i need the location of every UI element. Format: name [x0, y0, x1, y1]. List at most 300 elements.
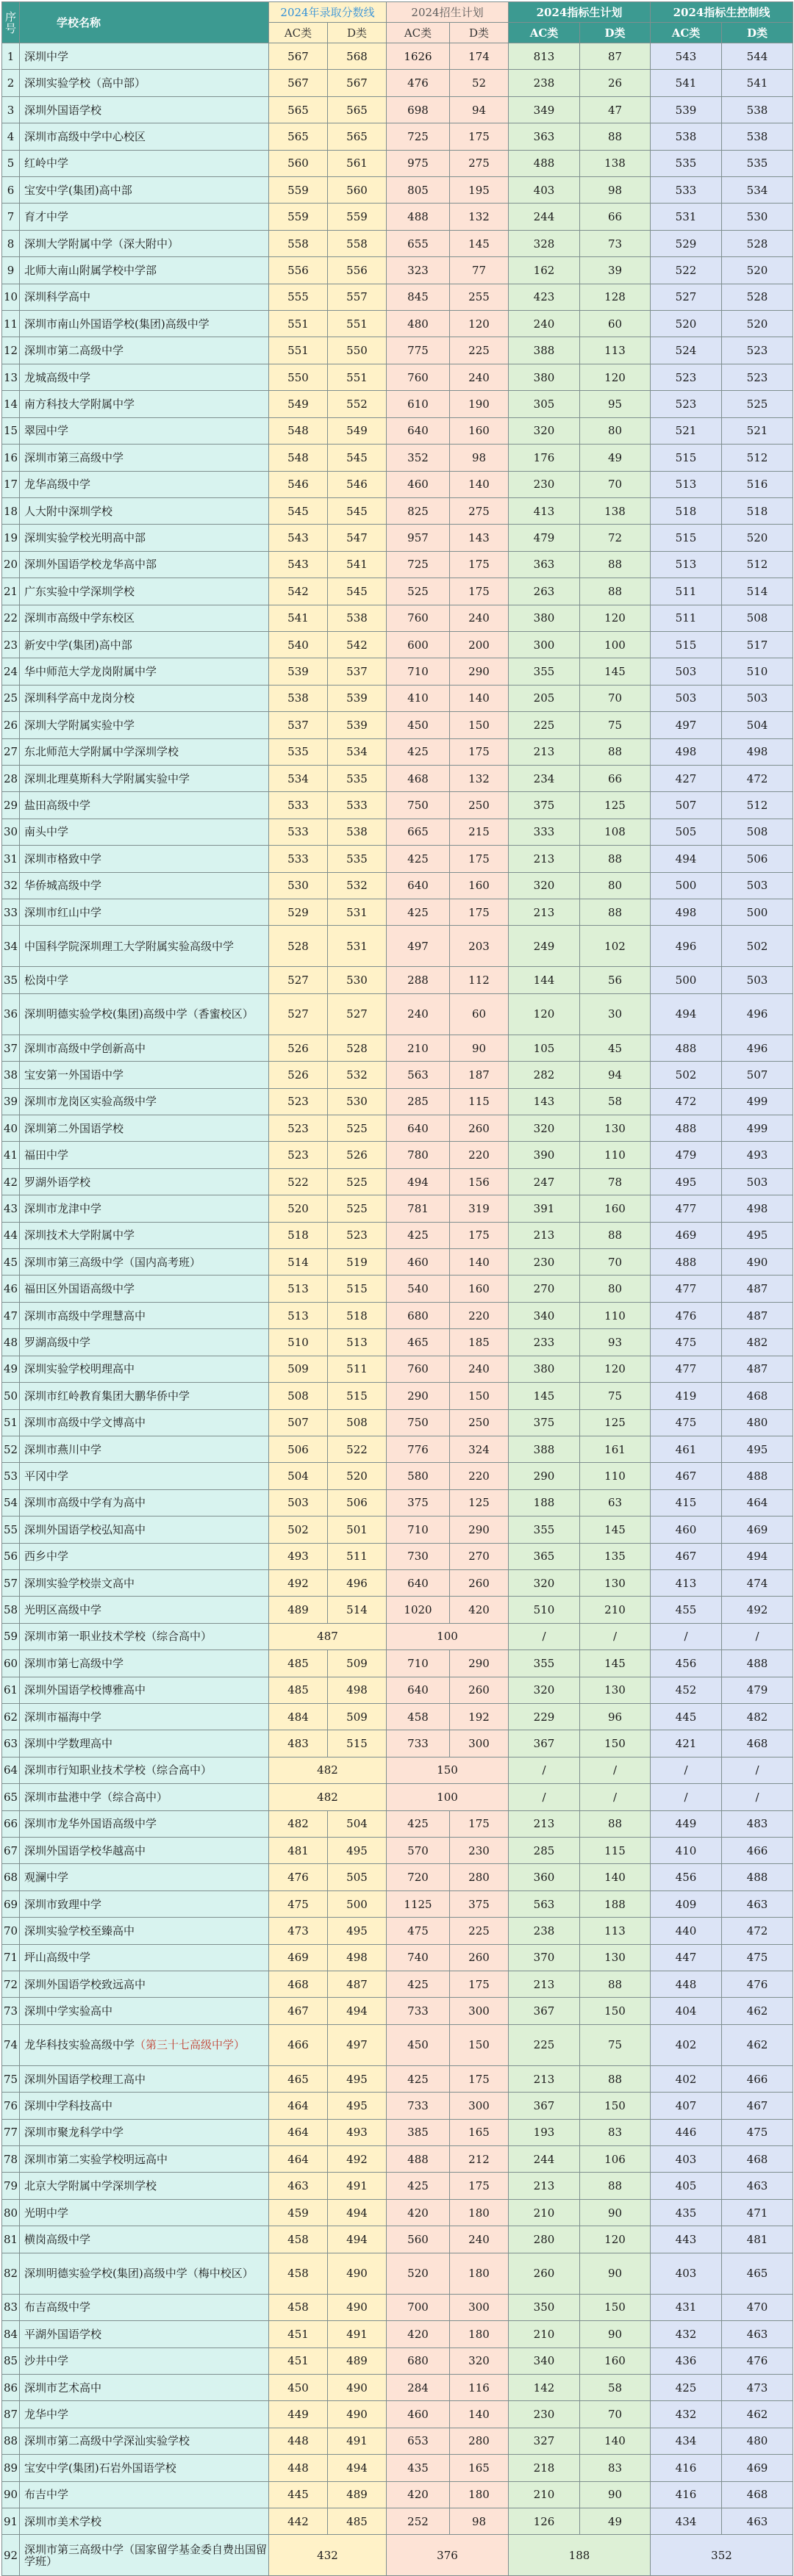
- row-index: 40: [2, 1115, 20, 1142]
- quota-plan-ac: 225: [509, 2024, 580, 2065]
- enrollment-plan-ac: 825: [387, 497, 450, 524]
- quota-plan-d: 188: [580, 1890, 651, 1917]
- quota-plan-d: 125: [580, 792, 651, 819]
- row-index: 45: [2, 1249, 20, 1276]
- quota-control-ac: 515: [651, 631, 722, 658]
- enrollment-plan-ac: 285: [387, 1088, 450, 1115]
- quota-control-ac: 488: [651, 1249, 722, 1276]
- quota-plan-d: 110: [580, 1142, 651, 1168]
- school-name: [20, 1517, 269, 1543]
- quota-control-ac: 403: [651, 2146, 722, 2173]
- table-row: [2, 2347, 793, 2374]
- enrollment-plan-ac: 655: [387, 230, 450, 256]
- enrollment-plan-ac: 845: [387, 284, 450, 310]
- quota-control-d: 520: [722, 525, 793, 551]
- quota-control-ac: 402: [651, 2065, 722, 2092]
- school-name-text: 罗湖外语学校: [24, 1175, 91, 1189]
- quota-control-d: 508: [722, 605, 793, 631]
- quota-plan-d: 100: [580, 631, 651, 658]
- row-index: 7: [2, 204, 20, 230]
- school-name: [20, 1623, 269, 1649]
- quota-control-d: 487: [722, 1302, 793, 1328]
- school-name-text: 深圳市第二高级中学深汕实验学校: [24, 2434, 190, 2448]
- admission-score-ac: 489: [269, 1597, 328, 1623]
- enrollment-plan-d: 132: [450, 204, 509, 230]
- enrollment-plan-d: 300: [450, 1730, 509, 1757]
- quota-control-d: 488: [722, 1650, 793, 1677]
- admission-score-ac: 451: [269, 2321, 328, 2347]
- table-row: [2, 2508, 793, 2534]
- admission-score-ac: 533: [269, 846, 328, 872]
- table-row: [2, 658, 793, 685]
- table-row: [2, 150, 793, 176]
- quota-plan-d: 210: [580, 1597, 651, 1623]
- school-name: [20, 1168, 269, 1195]
- quota-plan-d: 140: [580, 2428, 651, 2454]
- enrollment-plan-ac: 750: [387, 792, 450, 819]
- school-name-text: 布吉中学: [24, 2488, 69, 2502]
- quota-control-d: 469: [722, 1517, 793, 1543]
- table-row: [2, 1998, 793, 2024]
- admission-score-ac: 559: [269, 204, 328, 230]
- row-index: 74: [2, 2024, 20, 2065]
- row-index: 24: [2, 658, 20, 685]
- quota-control-ac: 498: [651, 738, 722, 765]
- quota-plan-ac: 240: [509, 311, 580, 337]
- row-index: 67: [2, 1838, 20, 1864]
- quota-control-ac: 455: [651, 1597, 722, 1623]
- school-name-text: 深圳市第二实验学校明远高中: [24, 2152, 168, 2166]
- quota-control-ac: 403: [651, 2253, 722, 2294]
- admission-score-ac: 526: [269, 1035, 328, 1061]
- admission-score-combined: 432: [269, 2535, 387, 2576]
- quota-control-d: 472: [722, 1918, 793, 1944]
- quota-plan-ac: 188: [509, 1489, 580, 1516]
- quota-plan-d: 39: [580, 257, 651, 284]
- table-row: [2, 1918, 793, 1944]
- enrollment-plan-ac: 525: [387, 578, 450, 605]
- enrollment-plan-d: 240: [450, 364, 509, 390]
- quota-plan-ac: 234: [509, 765, 580, 791]
- quota-control-ac: 477: [651, 1195, 722, 1222]
- row-index: 63: [2, 1730, 20, 1757]
- quota-plan-d: 88: [580, 2065, 651, 2092]
- quota-control-ac: 497: [651, 712, 722, 738]
- quota-control-ac: 531: [651, 204, 722, 230]
- quota-plan-ac: 360: [509, 1864, 580, 1890]
- enrollment-plan-d: 290: [450, 1650, 509, 1677]
- enrollment-plan-d: 180: [450, 2321, 509, 2347]
- quota-control-d: 498: [722, 1195, 793, 1222]
- enrollment-plan-d: 143: [450, 525, 509, 551]
- school-name-text: 福田中学: [24, 1148, 69, 1162]
- school-name-text: 深圳市聚龙科学中学: [24, 2126, 124, 2140]
- quota-control-ac: 511: [651, 605, 722, 631]
- quota-control-d: 483: [722, 1810, 793, 1837]
- school-name-text: 布吉高级中学: [24, 2300, 91, 2314]
- quota-control-ac: /: [651, 1784, 722, 1810]
- quota-plan-d: /: [580, 1757, 651, 1783]
- table-row: [2, 2455, 793, 2481]
- school-name-text: 深圳外国语学校理工高中: [24, 2072, 146, 2086]
- quota-plan-d: 88: [580, 1971, 651, 1998]
- admission-score-ac: 522: [269, 1168, 328, 1195]
- quota-control-ac: 469: [651, 1222, 722, 1248]
- admission-score-ac: 514: [269, 1249, 328, 1276]
- quota-control-ac: 505: [651, 819, 722, 845]
- admission-score-ac: 493: [269, 1543, 328, 1569]
- school-name-text: 深圳市第七高级中学: [24, 1656, 124, 1670]
- quota-plan-d: 120: [580, 2226, 651, 2253]
- admission-score-d: 495: [328, 1918, 387, 1944]
- admission-score-ac: 483: [269, 1730, 328, 1757]
- admission-table: [1, 1, 793, 2576]
- quota-control-ac: 503: [651, 685, 722, 711]
- quota-plan-ac: 510: [509, 1597, 580, 1623]
- admission-score-ac: 527: [269, 967, 328, 993]
- school-name: [20, 1838, 269, 1864]
- enrollment-plan-d: 150: [450, 2024, 509, 2065]
- quota-plan-ac: 363: [509, 123, 580, 150]
- admission-score-ac: 548: [269, 445, 328, 471]
- row-index: 60: [2, 1650, 20, 1677]
- row-index: 1: [2, 43, 20, 70]
- row-index: 14: [2, 391, 20, 417]
- admission-score-d: 530: [328, 967, 387, 993]
- enrollment-plan-combined: 100: [387, 1623, 509, 1649]
- school-name-text: 观澜中学: [24, 1871, 69, 1885]
- row-index: 44: [2, 1222, 20, 1248]
- enrollment-plan-ac: 698: [387, 96, 450, 123]
- enrollment-plan-d: 250: [450, 1409, 509, 1436]
- admission-score-d: 550: [328, 337, 387, 364]
- enrollment-plan-ac: 458: [387, 1703, 450, 1730]
- table-row: [2, 525, 793, 551]
- table-row: [2, 1810, 793, 1837]
- admission-score-d: 487: [328, 1971, 387, 1998]
- school-name-text: 东北师范大学附属中学深圳学校: [24, 745, 179, 759]
- enrollment-plan-d: 77: [450, 257, 509, 284]
- table-row: [2, 257, 793, 284]
- school-name-text: 深圳外国语学校弘知高中: [24, 1522, 146, 1536]
- school-name: [20, 1222, 269, 1248]
- admission-score-ac: 464: [269, 2119, 328, 2145]
- enrollment-plan-ac: 468: [387, 765, 450, 791]
- quota-control-ac: 527: [651, 284, 722, 310]
- subheader-quota-ac: AC类: [509, 23, 580, 43]
- admission-score-ac: 520: [269, 1195, 328, 1222]
- admission-score-d: 549: [328, 417, 387, 444]
- school-name-text: 深圳市高级中学文博高中: [24, 1416, 146, 1430]
- enrollment-plan-d: 120: [450, 311, 509, 337]
- school-name: [20, 1757, 269, 1783]
- subheader-plan-d: D类: [450, 23, 509, 43]
- row-index: 26: [2, 712, 20, 738]
- school-name-text: 深圳市高级中学理慧高中: [24, 1309, 146, 1323]
- admission-score-ac: 548: [269, 417, 328, 444]
- enrollment-plan-combined: 150: [387, 1757, 509, 1783]
- quota-plan-ac: 413: [509, 497, 580, 524]
- header-index: 序号: [2, 2, 20, 43]
- admission-score-d: 496: [328, 1569, 387, 1596]
- quota-plan-d: 88: [580, 899, 651, 926]
- admission-score-d: 532: [328, 872, 387, 899]
- school-name: [20, 2226, 269, 2253]
- enrollment-plan-ac: 725: [387, 123, 450, 150]
- table-row: [2, 1302, 793, 1328]
- row-index: 90: [2, 2481, 20, 2508]
- table-row: [2, 899, 793, 926]
- enrollment-plan-d: 175: [450, 2173, 509, 2199]
- enrollment-plan-d: 324: [450, 1436, 509, 1462]
- school-name: [20, 1383, 269, 1409]
- admission-score-d: 565: [328, 96, 387, 123]
- enrollment-plan-d: 180: [450, 2199, 509, 2226]
- quota-control-ac: 448: [651, 1971, 722, 1998]
- row-index: 29: [2, 792, 20, 819]
- quota-plan-d: 88: [580, 578, 651, 605]
- quota-plan-ac: 162: [509, 257, 580, 284]
- enrollment-plan-ac: 480: [387, 311, 450, 337]
- admission-score-d: 547: [328, 525, 387, 551]
- row-index: 61: [2, 1677, 20, 1703]
- quota-control-ac: 503: [651, 658, 722, 685]
- row-index: 52: [2, 1436, 20, 1462]
- school-name: [20, 311, 269, 337]
- admission-score-d: 489: [328, 2481, 387, 2508]
- quota-control-ac: 541: [651, 70, 722, 96]
- school-name: [20, 2119, 269, 2145]
- enrollment-plan-d: 200: [450, 631, 509, 658]
- quota-plan-d: 49: [580, 445, 651, 471]
- quota-control-d: 514: [722, 578, 793, 605]
- admission-score-ac: 467: [269, 1998, 328, 2024]
- admission-score-combined: 482: [269, 1757, 387, 1783]
- quota-control-ac: 529: [651, 230, 722, 256]
- row-index: 71: [2, 1944, 20, 1971]
- quota-control-ac: 432: [651, 2321, 722, 2347]
- school-name-text: 中国科学院深圳理工大学附属实验高级中学: [24, 939, 235, 953]
- admission-score-d: 490: [328, 2401, 387, 2428]
- enrollment-plan-d: 94: [450, 96, 509, 123]
- quota-control-d: 494: [722, 1543, 793, 1569]
- admission-score-d: 545: [328, 497, 387, 524]
- quota-control-ac: 416: [651, 2481, 722, 2508]
- school-name-text: 龙华科技实验高级中学: [24, 2038, 135, 2052]
- row-index: 66: [2, 1810, 20, 1837]
- enrollment-plan-ac: 460: [387, 1249, 450, 1276]
- school-name: [20, 1302, 269, 1328]
- school-name-text: 华中师范大学龙岗附属中学: [24, 665, 157, 679]
- quota-plan-d: 90: [580, 2253, 651, 2294]
- quota-plan-ac: 320: [509, 1569, 580, 1596]
- enrollment-plan-ac: 760: [387, 364, 450, 390]
- table-row: [2, 765, 793, 791]
- enrollment-plan-d: 240: [450, 605, 509, 631]
- enrollment-plan-d: 420: [450, 1597, 509, 1623]
- quota-control-d: 516: [722, 471, 793, 497]
- admission-score-d: 491: [328, 2321, 387, 2347]
- admission-score-ac: 560: [269, 150, 328, 176]
- enrollment-plan-ac: 775: [387, 337, 450, 364]
- table-row: [2, 445, 793, 471]
- admission-score-ac: 541: [269, 605, 328, 631]
- school-name-text: 深圳市龙岗区实验高级中学: [24, 1095, 157, 1109]
- school-name-text: 光明区高级中学: [24, 1603, 102, 1617]
- table-row: [2, 1356, 793, 1382]
- quota-control-ac: 467: [651, 1463, 722, 1489]
- quota-control-ac: 432: [651, 2401, 722, 2428]
- school-name: [20, 230, 269, 256]
- quota-control-ac: 456: [651, 1864, 722, 1890]
- school-name-text: 福田区外国语高级中学: [24, 1282, 135, 1296]
- quota-control-d: 512: [722, 445, 793, 471]
- enrollment-plan-d: 240: [450, 2226, 509, 2253]
- enrollment-plan-d: 175: [450, 2065, 509, 2092]
- quota-plan-ac: 193: [509, 2119, 580, 2145]
- admission-score-d: 515: [328, 1276, 387, 1302]
- table-row: [2, 993, 793, 1035]
- table-row: [2, 967, 793, 993]
- admission-score-d: 567: [328, 70, 387, 96]
- school-name-text: 深圳市龙津中学: [24, 1201, 102, 1215]
- admission-score-ac: 485: [269, 1650, 328, 1677]
- school-name: [20, 1890, 269, 1917]
- row-index: 41: [2, 1142, 20, 1168]
- school-name-text: 深圳市高级中学创新高中: [24, 1041, 146, 1055]
- enrollment-plan-ac: 540: [387, 1276, 450, 1302]
- school-name: [20, 1356, 269, 1382]
- quota-plan-d: 58: [580, 1088, 651, 1115]
- quota-control-ac: 520: [651, 311, 722, 337]
- admission-score-ac: 458: [269, 2226, 328, 2253]
- admission-score-d: 501: [328, 1517, 387, 1543]
- admission-score-d: 539: [328, 685, 387, 711]
- school-name: [20, 1142, 269, 1168]
- quota-plan-ac: /: [509, 1623, 580, 1649]
- quota-plan-ac: 328: [509, 230, 580, 256]
- row-index: 42: [2, 1168, 20, 1195]
- quota-control-d: 488: [722, 1864, 793, 1890]
- quota-control-d: 467: [722, 2093, 793, 2119]
- quota-plan-d: 138: [580, 150, 651, 176]
- table-row: [2, 337, 793, 364]
- school-name-text: 深圳第二外国语学校: [24, 1121, 124, 1135]
- enrollment-plan-ac: 425: [387, 899, 450, 926]
- enrollment-plan-d: 140: [450, 2401, 509, 2428]
- enrollment-plan-d: 250: [450, 792, 509, 819]
- admission-score-ac: 523: [269, 1115, 328, 1142]
- table-row: [2, 2374, 793, 2400]
- quota-control-d: 464: [722, 1489, 793, 1516]
- school-name-text: 深圳市高级中学有为高中: [24, 1496, 146, 1510]
- enrollment-plan-d: 300: [450, 2294, 509, 2320]
- table-row: [2, 685, 793, 711]
- admission-score-ac: 513: [269, 1302, 328, 1328]
- school-name-text: 深圳明德实验学校(集团)高级中学（梅中校区）: [24, 2267, 254, 2281]
- quota-plan-d: 90: [580, 2321, 651, 2347]
- school-name: [20, 1730, 269, 1757]
- table-row: [2, 1971, 793, 1998]
- row-index: 86: [2, 2374, 20, 2400]
- admission-score-ac: 448: [269, 2428, 328, 2454]
- school-name-text: 深圳市行知职业技术学校（综合高中）: [24, 1763, 212, 1777]
- quota-plan-d: 120: [580, 605, 651, 631]
- row-index: 77: [2, 2119, 20, 2145]
- table-row: [2, 551, 793, 578]
- quota-plan-ac: 563: [509, 1890, 580, 1917]
- quota-plan-ac: 290: [509, 1463, 580, 1489]
- quota-control-d: 463: [722, 2321, 793, 2347]
- enrollment-plan-d: 175: [450, 738, 509, 765]
- row-index: 80: [2, 2199, 20, 2226]
- table-row: [2, 123, 793, 150]
- school-name-text: 北京大学附属中学深圳学校: [24, 2179, 157, 2193]
- quota-control-ac: 507: [651, 792, 722, 819]
- admission-score-ac: 556: [269, 257, 328, 284]
- quota-plan-d: 75: [580, 1383, 651, 1409]
- quota-control-d: 481: [722, 2226, 793, 2253]
- school-name: [20, 96, 269, 123]
- quota-plan-d: 88: [580, 738, 651, 765]
- table-row: [2, 605, 793, 631]
- enrollment-plan-ac: 425: [387, 846, 450, 872]
- enrollment-plan-ac: 420: [387, 2321, 450, 2347]
- quota-control-d: 487: [722, 1276, 793, 1302]
- admission-score-ac: 540: [269, 631, 328, 658]
- enrollment-plan-d: 175: [450, 123, 509, 150]
- quota-control-d: 479: [722, 1677, 793, 1703]
- admission-score-d: 546: [328, 471, 387, 497]
- quota-plan-d: 125: [580, 1409, 651, 1436]
- row-index: 11: [2, 311, 20, 337]
- table-row: [2, 1409, 793, 1436]
- table-row: [2, 2321, 793, 2347]
- admission-score-d: 527: [328, 993, 387, 1035]
- quota-control-d: 538: [722, 96, 793, 123]
- school-name-text: 深圳市第三高级中学: [24, 450, 124, 464]
- quota-control-d: 503: [722, 872, 793, 899]
- row-index: 16: [2, 445, 20, 471]
- quota-plan-ac: 213: [509, 1810, 580, 1837]
- table-row: [2, 2226, 793, 2253]
- quota-plan-ac: 218: [509, 2455, 580, 2481]
- enrollment-plan-d: 140: [450, 685, 509, 711]
- quota-plan-ac: 391: [509, 1195, 580, 1222]
- admission-score-ac: 526: [269, 1062, 328, 1088]
- row-index: 36: [2, 993, 20, 1035]
- enrollment-plan-d: 156: [450, 1168, 509, 1195]
- admission-score-d: 495: [328, 2093, 387, 2119]
- school-name-text: 深圳市第三高级中学（国内高考班）: [24, 1255, 201, 1269]
- quota-control-ac: 538: [651, 123, 722, 150]
- quota-plan-d: 30: [580, 993, 651, 1035]
- enrollment-plan-d: 255: [450, 284, 509, 310]
- quota-plan-ac: 367: [509, 1998, 580, 2024]
- enrollment-plan-d: 260: [450, 1677, 509, 1703]
- quota-plan-ac: 363: [509, 551, 580, 578]
- subheader-score-d: D类: [328, 23, 387, 43]
- admission-score-d: 523: [328, 1222, 387, 1248]
- quota-control-ac: 416: [651, 2455, 722, 2481]
- quota-control-d: 525: [722, 391, 793, 417]
- school-name-text: 深圳市红岭教育集团大鹏华侨中学: [24, 1389, 190, 1403]
- quota-plan-d: 130: [580, 1944, 651, 1971]
- enrollment-plan-ac: 520: [387, 2253, 450, 2294]
- table-row: [2, 1222, 793, 1248]
- enrollment-plan-d: 240: [450, 1356, 509, 1382]
- school-name: [20, 1115, 269, 1142]
